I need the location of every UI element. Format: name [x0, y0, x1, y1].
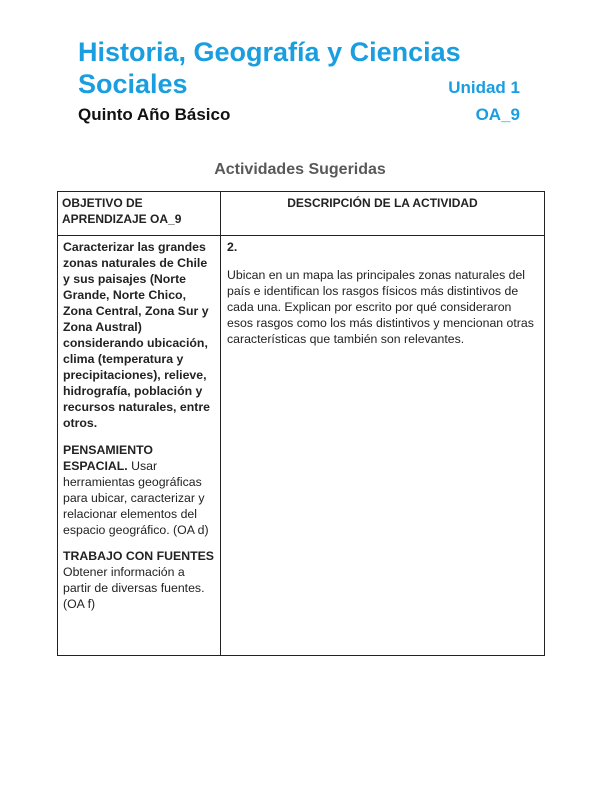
skill-sources — [63, 548, 216, 612]
header-objective: OBJETIVO DE APRENDIZAJE OA_9 — [58, 192, 221, 236]
table-header-row — [58, 192, 545, 236]
grade-level: Quinto Año Básico — [78, 105, 231, 124]
subject-title-line2: Sociales — [78, 69, 188, 99]
section-title: Actividades Sugeridas — [214, 161, 386, 178]
table-row — [58, 236, 545, 656]
objective-cell — [58, 236, 221, 656]
activity-description: Ubican en un mapa las principales zonas naturales del país e identifican los rasgos físicos más distintivos de cada una. Explican por escrito por qué consideraron esos rasgos como los más distintivos y mencionan otras características que también son relevantes. — [227, 268, 534, 346]
objective-text: Caracterizar las grandes zonas naturales de Chile y sus paisajes (Norte Grande, Norte Chico, Zona Central, Zona Sur y Zona Austral) considerando ubicación, clima (temperatura y precipitaciones), relieve, hidrografía, población y recursos naturales, entre otros. — [63, 240, 210, 430]
activity-cell — [221, 236, 545, 656]
skill-sources-title: TRABAJO CON FUENTES — [63, 549, 214, 563]
learning-objective-code: OA_9 — [475, 105, 520, 124]
skill-spatial-title: PENSAMIENTO ESPACIAL. — [63, 443, 153, 473]
skill-sources-text: Obtener información a partir de diversas fuentes. (OA f) — [63, 565, 205, 611]
skill-spatial-text: Usar herramientas geográficas para ubicar, caracterizar y relacionar elementos del espacio geográfico. (OA d) — [63, 459, 209, 537]
document-header — [78, 36, 522, 125]
header-description: DESCRIPCIÓN DE LA ACTIVIDAD — [221, 192, 545, 236]
subtitle-row — [78, 105, 522, 125]
activity-table — [57, 191, 545, 656]
activity-number: 2. — [227, 240, 238, 254]
title-row — [78, 68, 522, 104]
skill-spatial-thinking — [63, 442, 216, 538]
subject-title-line1: Historia, Geografía y Ciencias — [78, 37, 461, 67]
unit-label: Unidad 1 — [448, 78, 520, 97]
